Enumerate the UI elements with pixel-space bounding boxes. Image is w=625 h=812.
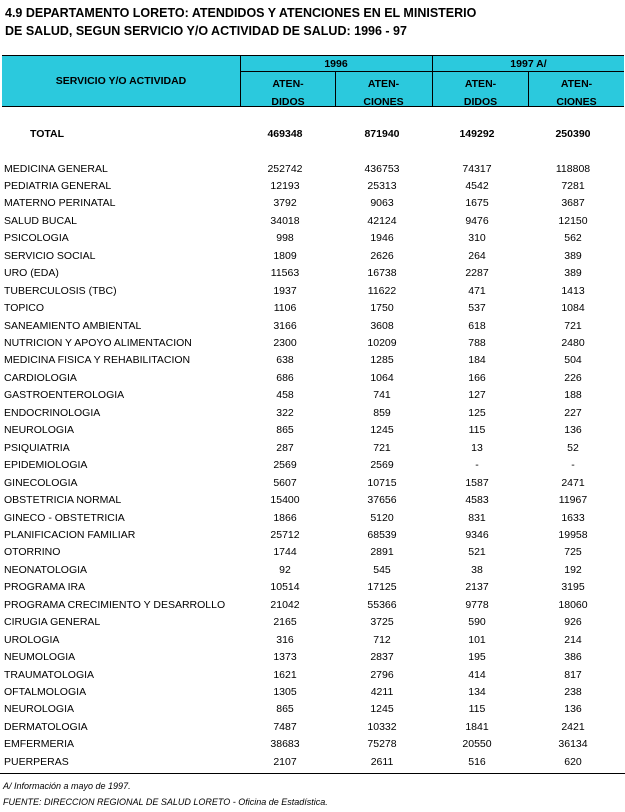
row-label: NEUROLOGIA [4, 424, 75, 437]
header-year-1997: 1997 A/ [510, 58, 547, 70]
row-value: 521 [468, 546, 486, 559]
row-value: 618 [468, 319, 486, 332]
row-value: 10514 [270, 581, 300, 594]
row-value: 9063 [370, 197, 394, 210]
header-atenciones-1996 [336, 75, 431, 111]
row-value: 9346 [465, 528, 489, 541]
header-atendidos-1996-top: ATEN- [272, 78, 304, 90]
row-value: 2165 [273, 616, 297, 629]
header-atendidos-1997-top: ATEN- [464, 78, 497, 90]
table-row [0, 335, 625, 352]
row-value: 287 [276, 441, 294, 454]
row-value: 10209 [367, 337, 397, 349]
row-value: 10332 [367, 720, 397, 733]
row-value: 2611 [370, 755, 394, 768]
row-value: 136 [564, 703, 582, 716]
row-value: 1106 [273, 302, 297, 315]
row-label: PROGRAMA CRECIMIENTO Y DESARROLLO [4, 598, 226, 611]
row-value: 4583 [465, 494, 489, 507]
row-value: 118808 [555, 162, 591, 175]
row-value: 638 [276, 354, 294, 367]
row-label: NUTRICION Y APOYO ALIMENTACION [4, 337, 192, 349]
row-value: 115 [468, 424, 486, 437]
row-value: 545 [373, 563, 391, 576]
row-value: 721 [373, 441, 391, 454]
row-value: 1841 [465, 720, 489, 733]
row-value: 68539 [367, 528, 397, 541]
table-row [0, 614, 625, 631]
header-atenciones-1997-top: ATEN- [560, 78, 593, 90]
total-value: 149292 [459, 128, 495, 140]
table-row [0, 597, 625, 614]
row-value: 1285 [370, 354, 394, 367]
row-value: 226 [564, 371, 582, 384]
row-value: 9778 [465, 598, 489, 611]
row-value: 3687 [561, 197, 585, 210]
row-value: 3195 [561, 581, 585, 594]
row-label: OBSTETRICIA NORMAL [4, 494, 122, 507]
footnote: A/ Información a mayo de 1997. [3, 781, 131, 791]
table-row [0, 701, 625, 718]
row-label: TRAUMATOLOGIA [4, 668, 95, 681]
row-value: 11967 [558, 494, 588, 507]
table-header [2, 55, 624, 107]
row-value: 74317 [462, 162, 492, 175]
row-value: 11622 [367, 284, 397, 297]
header-atenciones-1996-bottom: CIONES [363, 96, 404, 108]
table-row [0, 544, 625, 561]
row-value: 18060 [558, 598, 588, 611]
header-atenciones-1997 [529, 75, 624, 111]
row-value: 1064 [370, 371, 394, 384]
table-row [0, 579, 625, 596]
header-year-1996: 1996 [324, 58, 348, 70]
row-label: EPIDEMIOLOGIA [4, 459, 88, 472]
row-value: 3725 [370, 616, 394, 629]
row-label: MATERNO PERINATAL [4, 197, 116, 210]
table-row [0, 230, 625, 247]
row-value: 16738 [367, 267, 397, 280]
row-value: 11563 [270, 267, 300, 280]
header-servicio: SERVICIO Y/O ACTIVIDAD [55, 75, 187, 87]
table-title [5, 5, 476, 40]
title-line-1: 4.9 DEPARTAMENTO LORETO: ATENDIDOS Y ATENCIONES EN EL MINISTERIO [5, 6, 477, 20]
row-value: 4211 [370, 686, 394, 698]
row-value: 3792 [273, 197, 297, 210]
row-label: SANEAMIENTO AMBIENTAL [4, 319, 142, 332]
row-value: 5607 [273, 476, 297, 489]
row-value: 831 [468, 511, 486, 524]
row-value: 10715 [367, 476, 397, 489]
row-value: 37656 [367, 494, 397, 507]
row-value: 389 [564, 249, 582, 262]
row-label: SALUD BUCAL [4, 214, 77, 227]
row-value: 2626 [370, 249, 394, 262]
row-value: 17125 [367, 581, 397, 594]
table-row [0, 370, 625, 387]
total-value: 871940 [364, 128, 400, 140]
header-atendidos-1997 [433, 75, 528, 111]
row-value: 34018 [270, 214, 300, 227]
row-label: DERMATOLOGIA [4, 720, 88, 733]
row-label: MEDICINA GENERAL [4, 162, 108, 175]
row-value: 516 [468, 755, 486, 768]
table-row [0, 405, 625, 422]
row-value: 859 [373, 406, 391, 419]
row-value: 5120 [370, 511, 394, 524]
row-value: 322 [276, 406, 294, 419]
row-value: 316 [276, 633, 294, 646]
row-value: 252742 [267, 162, 303, 175]
row-value: 12150 [558, 214, 588, 227]
table-row [0, 736, 625, 753]
row-value: 414 [468, 668, 486, 681]
row-value: 2137 [465, 581, 489, 594]
table-row [0, 754, 625, 771]
row-value: 92 [279, 563, 291, 576]
row-value: 310 [468, 232, 486, 245]
row-value: 15400 [270, 494, 300, 507]
row-label: PUERPERAS [4, 755, 69, 768]
table-row [0, 649, 625, 666]
row-value: 2107 [273, 755, 297, 768]
row-label: ENDOCRINOLOGIA [4, 406, 101, 419]
table-row [0, 300, 625, 317]
row-value: 127 [468, 389, 486, 402]
row-label: TOPICO [4, 302, 45, 315]
row-value: 19958 [558, 528, 588, 541]
header-atendidos-1996 [241, 75, 335, 111]
table-row [0, 475, 625, 492]
row-value: 4542 [465, 179, 489, 192]
header-divider [335, 72, 336, 106]
row-value: 686 [276, 371, 294, 384]
row-value: 2287 [465, 267, 489, 280]
row-value: 25712 [270, 528, 300, 541]
row-value: 101 [468, 633, 486, 646]
row-value: 865 [276, 424, 294, 437]
total-label: TOTAL [30, 128, 65, 140]
table-row [0, 684, 625, 701]
row-label: PEDIATRIA GENERAL [4, 179, 112, 192]
row-value: 1750 [370, 302, 394, 315]
row-value: 436753 [364, 162, 400, 175]
table-row [0, 719, 625, 736]
row-label: PSIQUIATRIA [4, 441, 70, 454]
table-row [0, 422, 625, 439]
row-label: NEONATOLOGIA [4, 563, 88, 576]
row-value: 712 [373, 633, 391, 646]
row-value: 25313 [367, 179, 397, 192]
row-label: URO (EDA) [4, 267, 59, 280]
header-atendidos-1996-bottom: DIDOS [271, 96, 305, 108]
row-value: 2569 [370, 459, 394, 472]
row-value: 2837 [370, 651, 394, 664]
row-value: 36134 [558, 738, 588, 751]
row-value: 238 [564, 686, 582, 698]
table-row [0, 457, 625, 474]
row-value: 264 [468, 249, 486, 262]
row-value: 865 [276, 703, 294, 716]
header-divider [528, 72, 529, 106]
row-value: 1809 [273, 249, 297, 262]
header-atenciones-1996-top: ATEN- [367, 78, 400, 90]
row-label: OTORRINO [4, 546, 61, 559]
row-value: 1621 [273, 668, 297, 681]
row-value: 1937 [273, 284, 297, 297]
row-value: 590 [468, 616, 486, 629]
row-value: 1587 [465, 476, 489, 489]
row-value: 1413 [561, 284, 585, 297]
row-value: 1946 [370, 232, 394, 245]
row-label: NEUROLOGIA [4, 703, 75, 716]
total-row [0, 125, 625, 143]
row-value: 115 [468, 703, 486, 716]
table-row [0, 283, 625, 300]
table-row [0, 632, 625, 649]
row-value: 788 [468, 337, 486, 349]
row-label: MEDICINA FISICA Y REHABILITACION [4, 354, 191, 367]
row-value: 471 [468, 284, 486, 297]
header-divider [240, 56, 241, 106]
row-value: 136 [564, 424, 582, 437]
row-value: 12193 [270, 179, 300, 192]
row-value: 38683 [270, 738, 300, 751]
row-label: EMFERMERIA [4, 738, 75, 751]
row-value: 2569 [273, 459, 297, 472]
row-value: 192 [564, 563, 582, 576]
row-value: 2471 [561, 476, 585, 489]
table-row [0, 527, 625, 544]
row-value: 620 [564, 755, 582, 768]
row-value: 2480 [561, 337, 585, 349]
row-value: 725 [564, 546, 582, 559]
header-divider [432, 56, 433, 106]
row-value: 55366 [367, 598, 397, 611]
row-value: 21042 [270, 598, 300, 611]
row-value: 75278 [367, 738, 397, 751]
row-label: GINECOLOGIA [4, 476, 78, 489]
table-row [0, 265, 625, 282]
row-label: PLANIFICACION FAMILIAR [4, 528, 136, 541]
row-value: 7487 [273, 720, 297, 733]
row-value: 20550 [462, 738, 492, 751]
table-row [0, 248, 625, 265]
row-value: 1675 [465, 197, 489, 210]
table-row [0, 510, 625, 527]
row-value: 1084 [561, 302, 585, 315]
table-row [0, 440, 625, 457]
row-label: TUBERCULOSIS (TBC) [4, 284, 117, 297]
row-value: 1744 [273, 546, 297, 559]
table-row [0, 318, 625, 335]
table-row [0, 387, 625, 404]
row-value: 2421 [561, 720, 585, 733]
table-row [0, 195, 625, 212]
row-value: 188 [564, 389, 582, 402]
row-value: 1373 [273, 651, 297, 664]
row-label: CARDIOLOGIA [4, 371, 77, 384]
total-value: 250390 [555, 128, 591, 140]
row-value: 721 [564, 319, 582, 332]
source-note: FUENTE: DIRECCION REGIONAL DE SALUD LORETO - Oficina de Estadística. [3, 797, 328, 807]
row-value: 195 [468, 651, 486, 664]
table-row [0, 492, 625, 509]
row-value: 13 [471, 441, 483, 454]
row-value: - [571, 459, 575, 472]
header-atenciones-1997-bottom: CIONES [556, 96, 597, 108]
row-value: - [475, 459, 479, 472]
row-value: 42124 [367, 214, 397, 227]
row-value: 562 [564, 232, 582, 245]
row-value: 125 [468, 406, 486, 419]
table-row [0, 161, 625, 178]
row-label: SERVICIO SOCIAL [4, 249, 96, 262]
row-value: 1305 [273, 686, 297, 698]
header-divider [240, 71, 624, 72]
row-value: 537 [468, 302, 486, 315]
row-value: 38 [471, 563, 483, 576]
row-value: 389 [564, 267, 582, 280]
row-value: 1866 [273, 511, 297, 524]
table-row [0, 352, 625, 369]
row-value: 227 [564, 406, 582, 419]
row-label: PSICOLOGIA [4, 232, 69, 245]
table-row [0, 562, 625, 579]
row-value: 386 [564, 651, 582, 664]
total-value: 469348 [267, 128, 303, 140]
table-row [0, 178, 625, 195]
row-value: 458 [276, 389, 294, 402]
row-value: 2891 [370, 546, 394, 559]
row-value: 2796 [370, 668, 394, 681]
row-value: 1245 [370, 424, 394, 437]
row-label: NEUMOLOGIA [4, 651, 76, 664]
row-label: UROLOGIA [4, 633, 60, 646]
row-value: 7281 [561, 179, 585, 192]
row-value: 166 [468, 371, 486, 384]
row-value: 184 [468, 354, 486, 367]
row-value: 52 [567, 441, 579, 454]
row-value: 134 [468, 686, 486, 698]
table-bottom-rule [0, 773, 625, 774]
row-label: OFTALMOLOGIA [4, 686, 87, 698]
table-row [0, 213, 625, 230]
row-value: 3166 [273, 319, 297, 332]
row-label: CIRUGIA GENERAL [4, 616, 101, 629]
row-value: 1245 [370, 703, 394, 716]
table-row [0, 667, 625, 684]
row-value: 504 [564, 354, 582, 367]
row-label: GINECO - OBSTETRICIA [4, 511, 125, 524]
header-atendidos-1997-bottom: DIDOS [463, 96, 498, 108]
row-value: 9476 [465, 214, 489, 227]
row-label: PROGRAMA IRA [4, 581, 86, 594]
row-label: GASTROENTEROLOGIA [4, 389, 125, 402]
row-value: 2300 [273, 337, 297, 349]
row-value: 741 [373, 389, 391, 402]
row-value: 214 [564, 633, 582, 646]
row-value: 998 [276, 232, 294, 245]
row-value: 926 [564, 616, 582, 629]
row-value: 817 [564, 668, 582, 681]
row-value: 3608 [370, 319, 394, 332]
row-value: 1633 [561, 511, 585, 524]
title-line-2: DE SALUD, SEGUN SERVICIO Y/O ACTIVIDAD DE SALUD: 1996 - 97 [5, 23, 407, 38]
